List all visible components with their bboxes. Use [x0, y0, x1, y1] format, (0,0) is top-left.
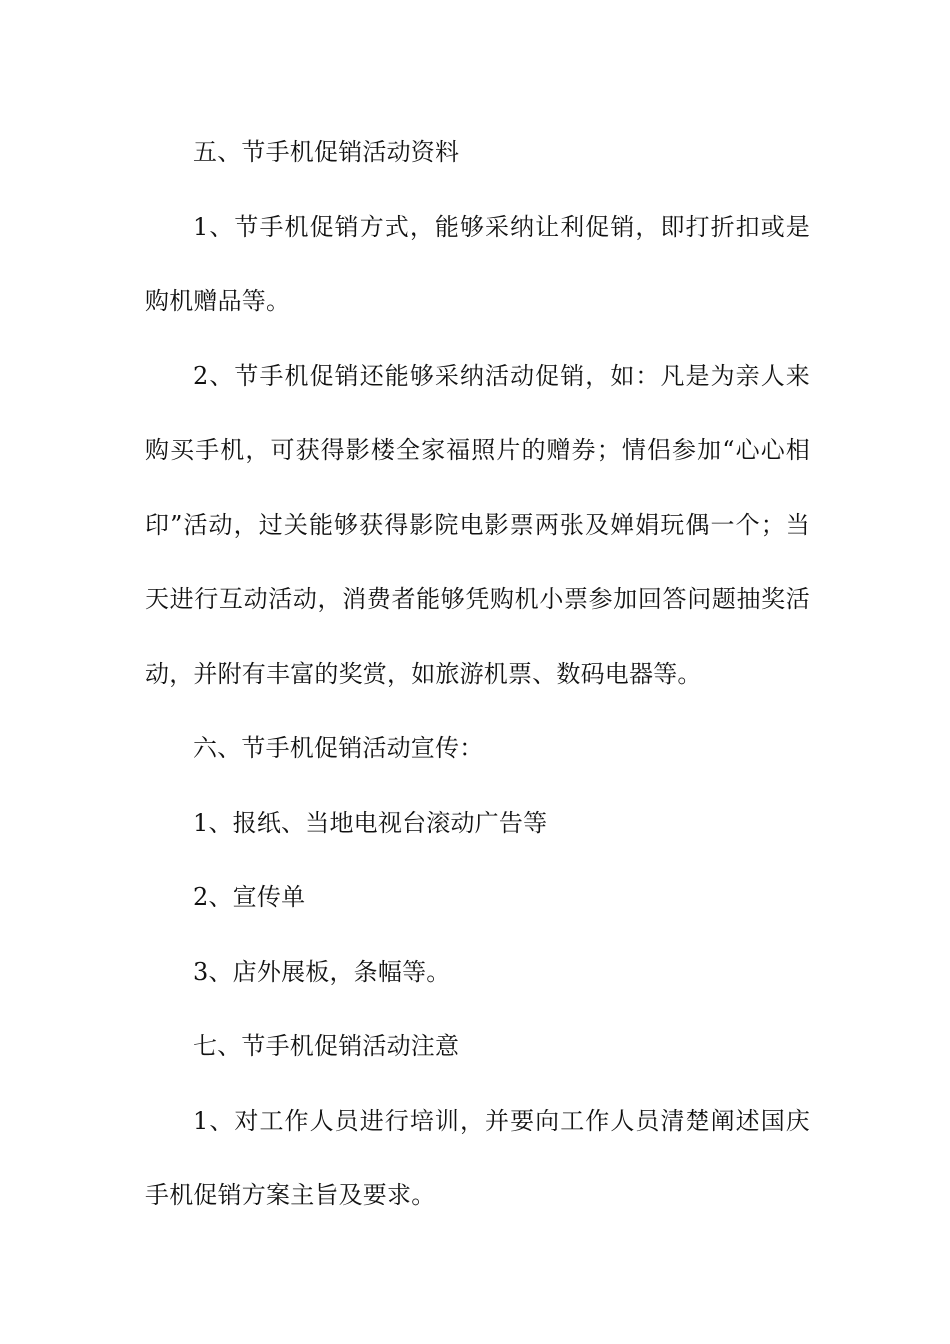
section-heading-notes: 七、节手机促销活动注意 [193, 1032, 460, 1060]
list-item-flyers: 2、宣传单 [193, 883, 306, 911]
paragraph-staff-training: 1、对工作人员进行培训，并要向工作人员清楚阐述国庆手机促销方案主旨及要求。 [145, 1106, 810, 1209]
section-heading-promotion-content: 五、节手机促销活动资料 [193, 138, 460, 166]
list-item-boards-banners: 3、店外展板，条幅等。 [193, 957, 451, 986]
paragraph-discount-method: 1、节手机促销方式，能够采纳让利促销，即打折扣或是购机赠品等。 [145, 212, 810, 315]
document-body [145, 115, 810, 1233]
paragraph-activity-promotion: 2、节手机促销还能够采纳活动促销，如：凡是为亲人来购买手机，可获得影楼全家福照片的赠券；情侣参加“心心相印”活动，过关能够获得影院电影票两张及婵娟玩偶一个；当天进行互动活动，消费者能够凭购机小票参加回答问题抽奖活动，并附有丰富的奖赏，如旅游机票、数码电器等。 [145, 361, 810, 688]
section-heading-publicity: 六、节手机促销活动宣传： [193, 734, 484, 762]
list-item-newspaper-tv: 1、报纸、当地电视台滚动广告等 [193, 808, 548, 837]
